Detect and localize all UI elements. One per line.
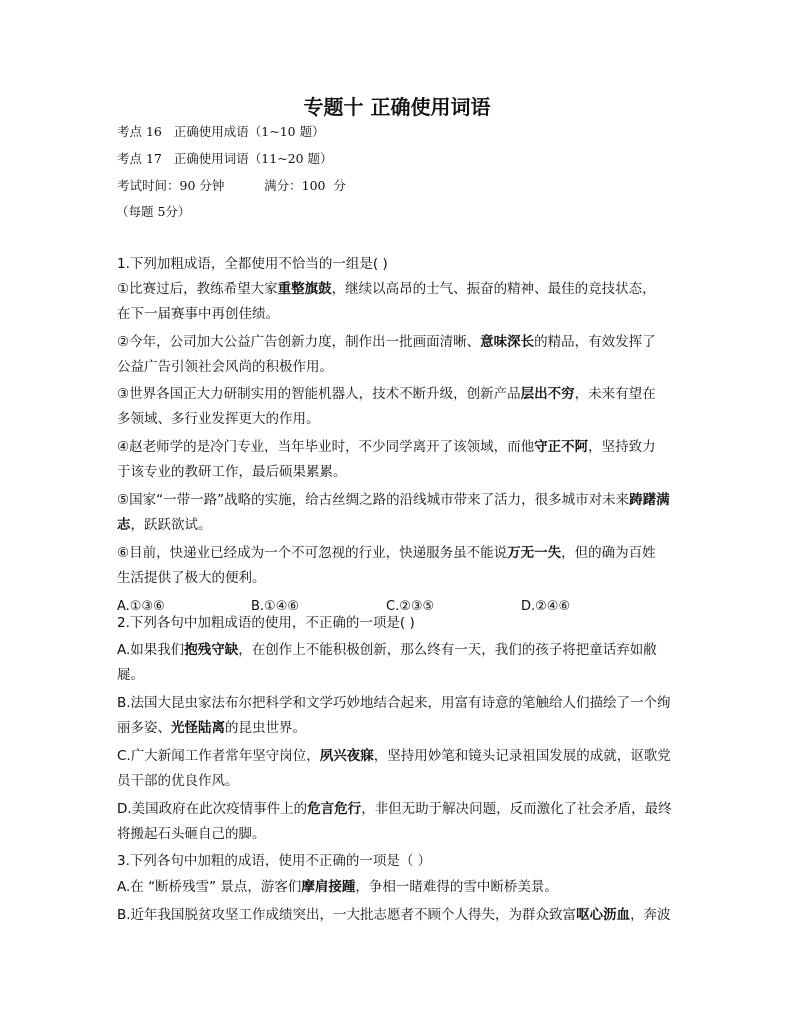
bold-idiom: 踌躇满: [629, 492, 670, 508]
exam-point-16: 考点 16 正确使用成语（1~10 题）: [117, 124, 325, 139]
bold-idiom: 层出不穷: [520, 386, 575, 402]
question-1-sentence-2-cont: 公益广告引领社会风尚的积极作用。: [117, 359, 333, 375]
bold-idiom: 夙兴夜寐: [319, 748, 374, 764]
question-2-option-d-cont: 将搬起石头砸自己的脚。: [117, 826, 266, 842]
question-1-sentence-6-cont: 生活提供了极大的便利。: [117, 570, 266, 586]
exam-point-17: 考点 17 正确使用词语（11~20 题）: [117, 151, 333, 166]
question-2-option-b-cont: 丽多姿、光怪陆离的昆虫世界。: [117, 720, 306, 736]
question-1-stem: 1.下列加粗成语，全都使用不恰当的一组是( ): [117, 256, 388, 272]
bold-idiom: 摩肩接踵: [301, 879, 356, 895]
bold-idiom: 抱残守缺: [184, 642, 239, 658]
bold-idiom: 危言危行: [307, 801, 362, 817]
question-2-option-c: C.广大新闻工作者常年坚守岗位，夙兴夜寐，坚持用妙笔和镜头记录祖国发展的成就，讴歌党: [117, 748, 671, 764]
question-3-stem: 3.下列各句中加粗的成语，使用不正确的一项是（ ）: [117, 853, 432, 869]
question-1-sentence-5: ⑤国家“一带一路”战略的实施，给古丝绸之路的沿线城市带来了活力，很多城市对未来踌躇满: [117, 492, 670, 508]
question-1-sentence-2: ②今年，公司加大公益广告创新力度，制作出一批画面清晰、意味深长的精品，有效发挥了: [117, 334, 656, 350]
exam-info: 考试时间：90 分钟 满分：100 分: [117, 178, 346, 193]
page-title: 专题十 正确使用词语: [303, 95, 491, 119]
question-1-option-c: C.②③⑤: [386, 599, 435, 614]
question-1-sentence-6: ⑥目前，快递业已经成为一个不可忽视的行业，快递服务虽不能说万无一失，但的确为百姓: [117, 545, 656, 561]
question-1-sentence-4: ④赵老师学的是冷门专业，当年毕业时，不少同学离开了该领域，而他守正不阿，坚持致力: [117, 439, 656, 455]
question-1-sentence-3: ③世界各国正大力研制实用的智能机器人，技术不断升级，创新产品层出不穷，未来有望在: [117, 386, 656, 402]
question-3-option-a: A.在 “断桥残雪” 景点，游客们摩肩接踵，争相一睹难得的雪中断桥美景。: [117, 879, 558, 895]
question-2-option-a: A.如果我们抱残守缺，在创作上不能积极创新，那么终有一天，我们的孩子将把童话弃如敝: [117, 642, 657, 658]
question-1-option-d: D.②④⑥: [521, 599, 571, 614]
bold-idiom: 万无一失: [507, 545, 562, 561]
bold-idiom: 志: [117, 517, 131, 533]
bold-idiom: 重整旗鼓: [277, 281, 332, 297]
bold-idiom: 呕心沥血: [576, 907, 631, 923]
question-3-option-b: B.近年我国脱贫攻坚工作成绩突出，一大批志愿者不顾个人得失，为群众致富呕心沥血，奔波: [117, 907, 671, 923]
question-2-option-d: D.美国政府在此次疫情事件上的危言危行，非但无助于解决问题，反而激化了社会矛盾，最终: [117, 801, 672, 817]
question-2-option-a-cont: 屣。: [117, 667, 144, 683]
question-1-sentence-1-cont: 在下一届赛事中再创佳绩。: [117, 306, 279, 322]
question-1-sentence-4-cont: 于该专业的教研工作，最后硕果累累。: [117, 464, 347, 480]
question-1-sentence-5-cont: 志，跃跃欲试。: [117, 517, 212, 533]
bold-idiom: 意味深长: [480, 334, 535, 350]
question-1-sentence-3-cont: 多领域、多行业发挥更大的作用。: [117, 411, 320, 427]
question-2-stem: 2.下列各句中加粗成语的使用，不正确的一项是( ): [117, 615, 415, 631]
question-1-sentence-1: ①比赛过后，教练希望大家重整旗鼓，继续以高昂的士气、振奋的精神、最佳的竞技状态，: [117, 281, 656, 297]
question-2-option-c-cont: 员干部的优良作风。: [117, 773, 239, 789]
question-2-option-b: B.法国大昆虫家法布尔把科学和文学巧妙地结合起来，用富有诗意的笔触给人们描绘了一个绚: [117, 695, 671, 711]
question-1-option-a: A.①③⑥: [117, 599, 165, 614]
per-question-score: （每题 5分）: [116, 204, 191, 219]
bold-idiom: 光怪陆离: [171, 720, 225, 736]
question-1-option-b: B.①④⑥: [251, 599, 300, 614]
bold-idiom: 守正不阿: [534, 439, 589, 455]
